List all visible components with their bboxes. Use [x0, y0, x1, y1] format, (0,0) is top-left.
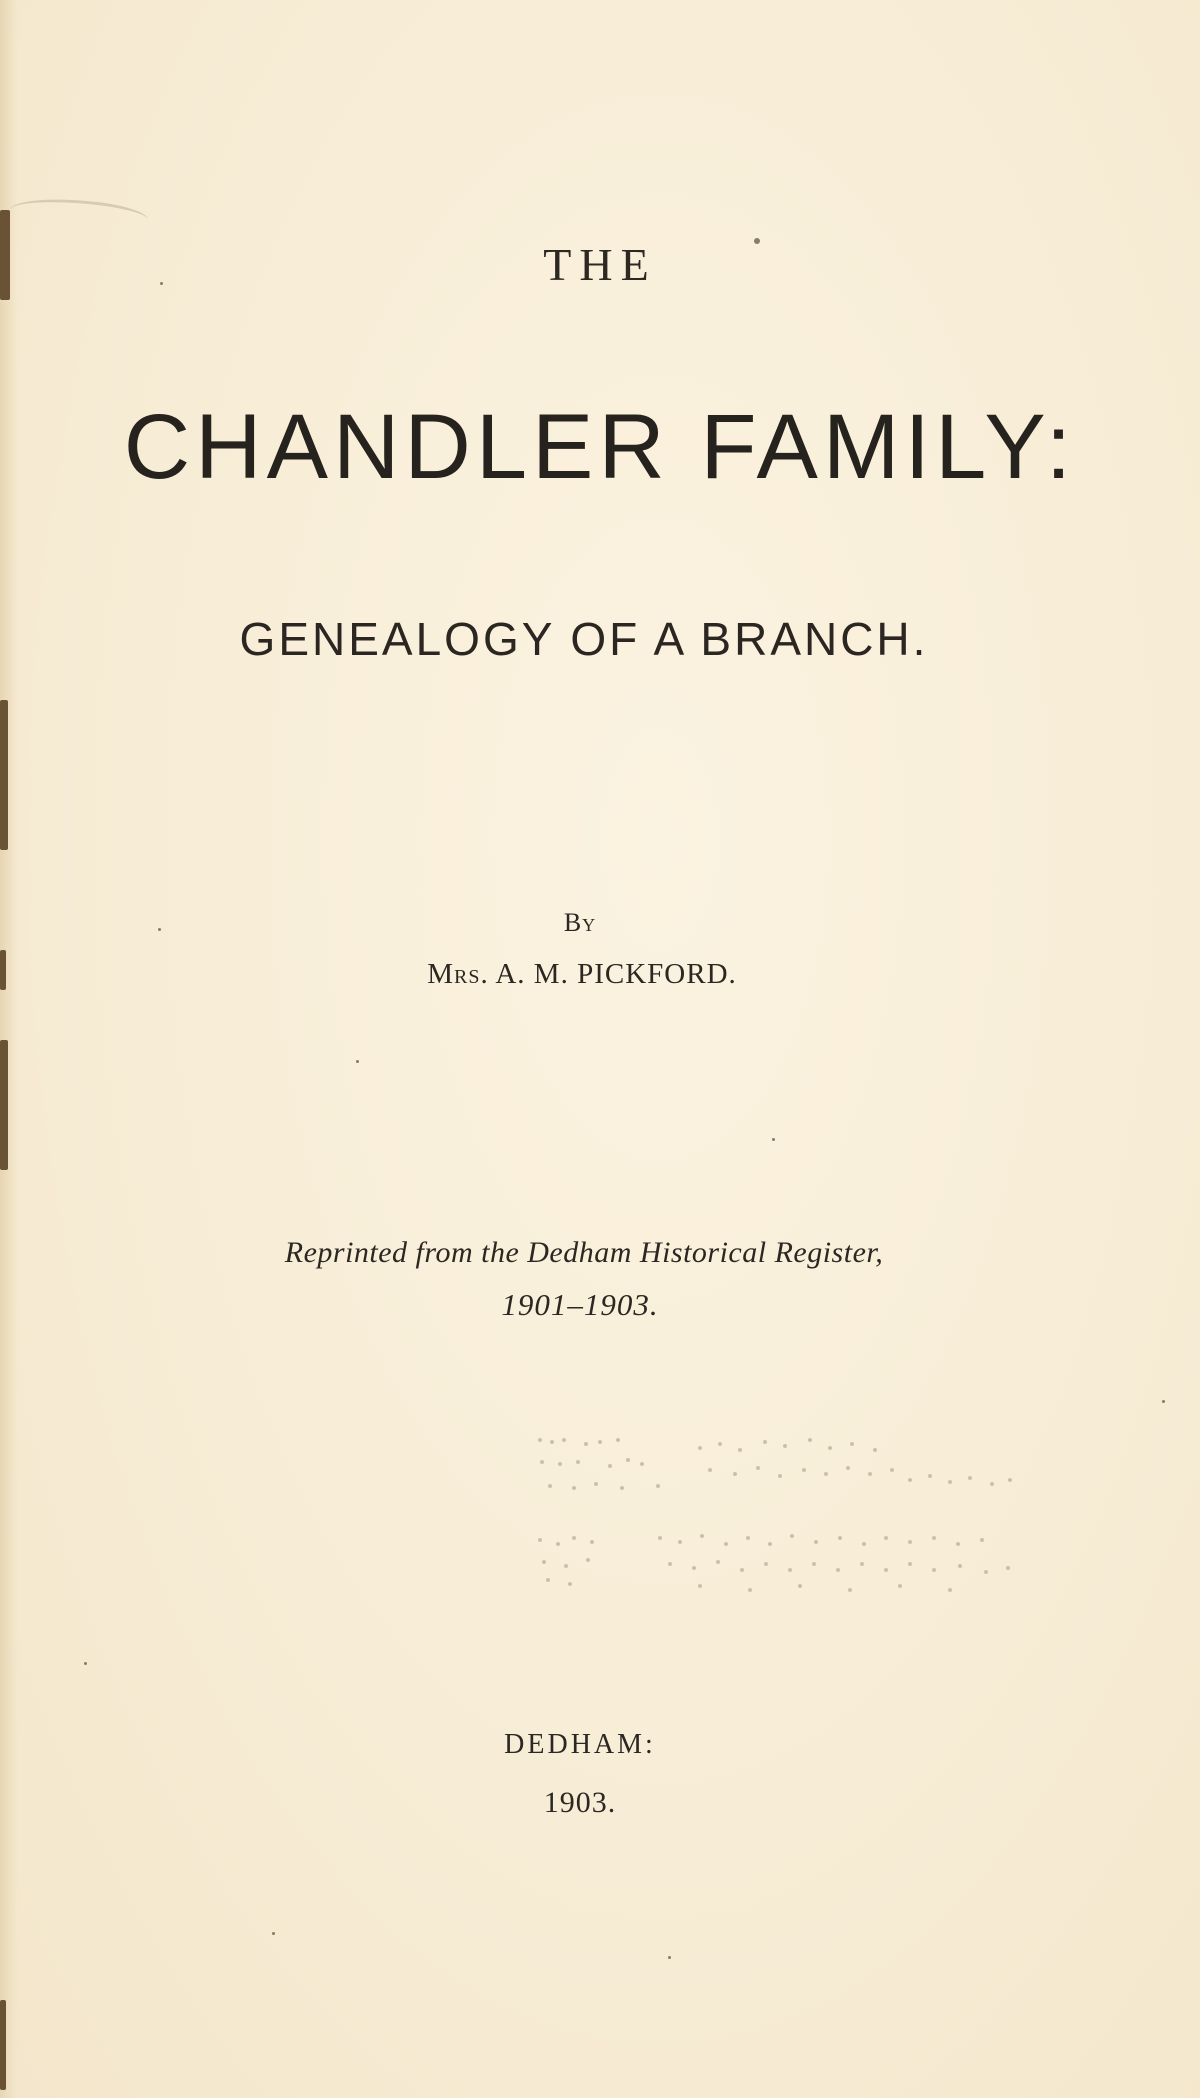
paper-speck	[772, 1138, 775, 1141]
binding-stain	[0, 1040, 8, 1170]
reprint-years: 1901–1903.	[501, 1287, 659, 1322]
publication-year: 1903.	[543, 1786, 617, 1819]
binding-stain	[0, 700, 8, 850]
author-name: Mrs. A. M. PICKFORD.	[427, 958, 737, 990]
binding-thread	[7, 193, 149, 238]
paper-speck	[160, 282, 163, 285]
binding-stain	[0, 2000, 6, 2090]
reprint-note: Reprinted from the Dedham Historical Register,	[284, 1236, 884, 1269]
page-subtitle: GENEALOGY OF A BRANCH.	[239, 613, 929, 665]
paper-speck	[272, 1932, 275, 1935]
library-embossed-stamp	[530, 1430, 1020, 1600]
publication-place: DEDHAM:	[504, 1729, 656, 1760]
byline-label: By	[563, 908, 597, 937]
paper-speck	[1162, 1400, 1165, 1403]
title-article: THE	[543, 239, 657, 290]
paper-speck	[158, 928, 161, 931]
paper-speck	[356, 1060, 359, 1063]
paper-speck	[84, 1662, 87, 1665]
paper-speck	[668, 1956, 671, 1959]
page-title: CHANDLER FAMILY:	[123, 396, 1077, 498]
paper-speck	[754, 238, 760, 244]
